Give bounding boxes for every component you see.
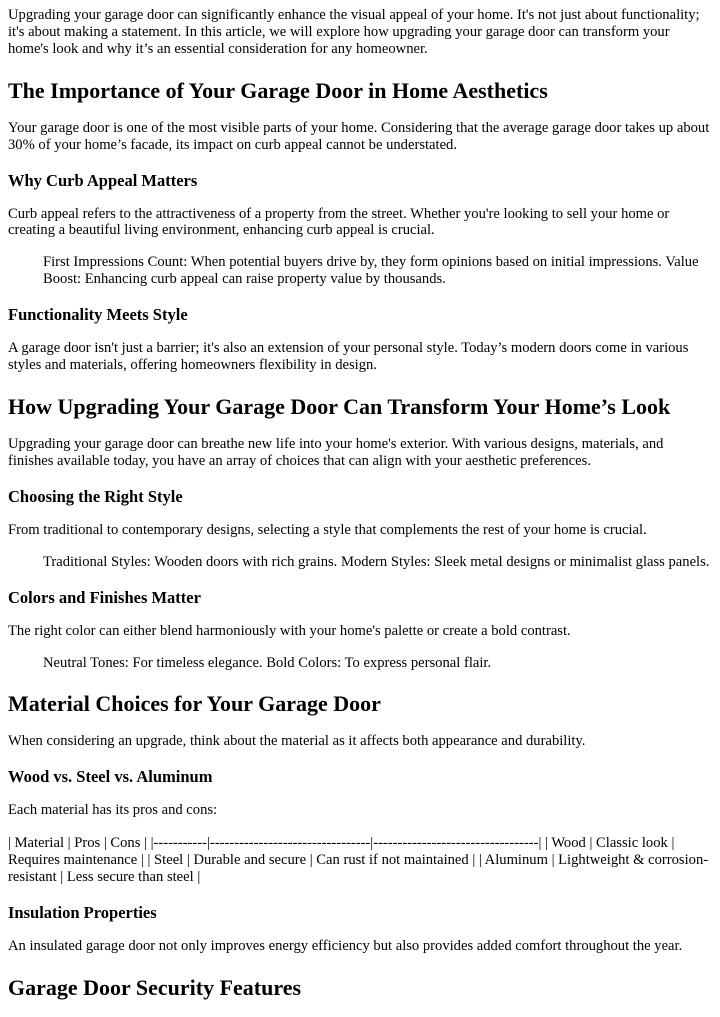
heading-curb-appeal: Why Curb Appeal Matters	[8, 170, 198, 190]
heading-security: Garage Door Security Features	[8, 974, 302, 1000]
paragraph-functionality: A garage door isn't just a barrier; it's also an extension of your personal style. Today’s modern doors come in various styles and materials, offering homeowners flexibility in design.	[8, 340, 689, 374]
quote-curb-appeal: First Impressions Count: When potential buyers drive by, they form opinions based on initial impressions. Value Boost: Enhancing curb appeal can raise property value by thousands.	[43, 254, 699, 288]
heading-transform: How Upgrading Your Garage Door Can Transform Your Home’s Look	[8, 393, 671, 419]
heading-material: Material Choices for Your Garage Door	[8, 691, 381, 717]
heading-choosing-style: Choosing the Right Style	[8, 486, 183, 506]
paragraph-material-compare: Each material has its pros and cons:	[8, 802, 218, 819]
intro-paragraph: Upgrading your garage door can significantly enhance the visual appeal of your home. It's not just about functionality; it's about making a statement. In this article, we will explore how upgrading your garage door can transform your home's look and why it’s an essential consideration for any homeowner.	[8, 7, 700, 57]
heading-functionality: Functionality Meets Style	[8, 305, 188, 325]
paragraph-curb-appeal: Curb appeal refers to the attractiveness of a property from the street. Whether you're looking to sell your home or creating a beautiful living environment, enhancing curb appeal is crucial.	[8, 205, 670, 239]
paragraph-importance: Your garage door is one of the most visible parts of your home. Considering that the average garage door takes up about 30% of your home’s facade, its impact on curb appeal cannot be understated.	[8, 119, 710, 153]
paragraph-choosing-style: From traditional to contemporary designs, selecting a style that complements the rest of your home is crucial.	[8, 521, 647, 538]
heading-material-compare: Wood vs. Steel vs. Aluminum	[8, 767, 213, 787]
material-table-text: | Material | Pros | Cons | |-----------|---------------------------------|----------------------------------| | Wood | Classic look | Requires maintenance | | Steel | Durable and secure | Can rust if not maintained | | Aluminum | Lightweight & corrosion-resistant | Less secure than steel |	[8, 835, 709, 886]
heading-colors: Colors and Finishes Matter	[8, 587, 201, 607]
paragraph-transform: Upgrading your garage door can breathe new life into your home's exterior. With various designs, materials, and finishes available today, you have an array of choices that can align with your aesthetic preferences.	[8, 435, 664, 469]
paragraph-material: When considering an upgrade, think about the material as it affects both appearance and durability.	[8, 733, 586, 750]
heading-importance: The Importance of Your Garage Door in Home Aesthetics	[8, 77, 548, 103]
quote-colors: Neutral Tones: For timeless elegance. Bold Colors: To express personal flair.	[43, 654, 492, 671]
quote-styles: Traditional Styles: Wooden doors with rich grains. Modern Styles: Sleek metal designs or minimalist glass panels.	[43, 553, 710, 570]
paragraph-colors: The right color can either blend harmoniously with your home's palette or create a bold contrast.	[8, 622, 571, 639]
paragraph-insulation: An insulated garage door not only improves energy efficiency but also provides added comfort throughout the year.	[8, 937, 683, 954]
heading-insulation: Insulation Properties	[8, 902, 157, 922]
